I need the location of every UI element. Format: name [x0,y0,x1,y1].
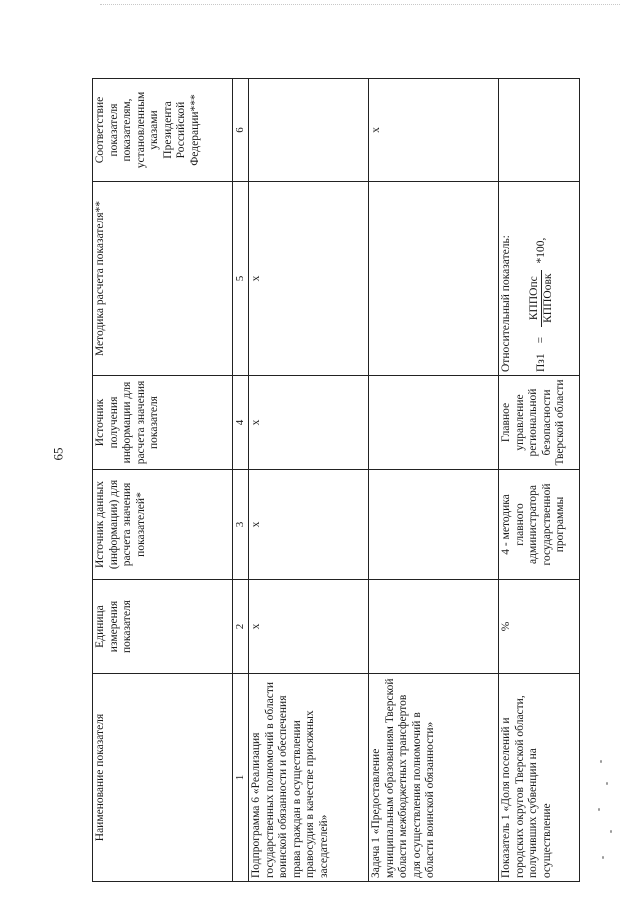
column-number: 4 [233,376,249,470]
column-number-row [233,79,249,882]
column-number: 1 [233,674,249,882]
indicator-table [92,78,580,882]
formula-denominator: КППОовк [542,273,555,323]
header-unit: Единица измерения показателя [93,580,233,674]
formula [528,185,556,372]
table-row [498,79,579,882]
column-number: 3 [233,470,249,580]
cell-value [368,580,498,674]
cell-value [368,376,498,470]
cell-value: х [248,376,368,470]
formula-equals: = [534,336,547,344]
cell-value: х [248,470,368,580]
formula-fraction [528,270,556,327]
column-number: 5 [233,182,249,376]
cell-value [368,182,498,376]
indicator-unit: % [498,580,579,674]
task-name: Задача 1 «Предоставление муниципальным образованиям Тверской области межбюджетных трансфертов для осуществления полномочий в области воинской обязанности» [368,674,498,882]
cell-value [498,79,579,182]
cell-value [368,470,498,580]
header-indicator-name: Наименование показателя [93,674,233,882]
table-row [368,79,498,882]
cell-value [248,79,368,182]
column-number: 6 [233,79,249,182]
methodology-title: Относительный показатель: [499,235,512,372]
header-presidential-correspondence: Соответствие показателя показателям, установленным указами Президента Российской Федерации*** [93,79,233,182]
column-number: 2 [233,580,249,674]
scan-artifact-line [100,4,620,6]
indicator-name: Показатель 1 «Доля поселений и городских округов Тверской области, получивших субвенции на осуществление [498,674,579,882]
scan-specks [596,760,626,870]
header-methodology: Методика расчета показателя** [93,182,233,376]
cell-value: х [368,79,498,182]
table-row [248,79,368,882]
formula-lhs: Пз1 [534,353,547,372]
cell-value: х [248,580,368,674]
indicator-data-source: 4 - методика главного администратора государственной программы [498,470,579,580]
header-row [93,79,233,882]
subprogram-name: Подпрограмма 6 «Реализация государственных полномочий в области воинской обязанности и обеспечения права граждан в осуществлении правосудия в качестве присяжных заседателей» [248,674,368,882]
indicator-info-source: Главное управление региональной безопасности Тверской области [498,376,579,470]
formula-multiplier: *100, [534,237,547,264]
indicator-methodology [498,182,579,376]
header-info-source: Источник получения информации для расчета значения показателя [93,376,233,470]
formula-numerator: КППОпс [528,270,543,327]
rotated-table-sheet [92,79,580,882]
page-number: 65 [50,447,66,461]
cell-value: х [248,182,368,376]
header-data-source: Источник данных (информации) для расчета значения показателей* [93,470,233,580]
